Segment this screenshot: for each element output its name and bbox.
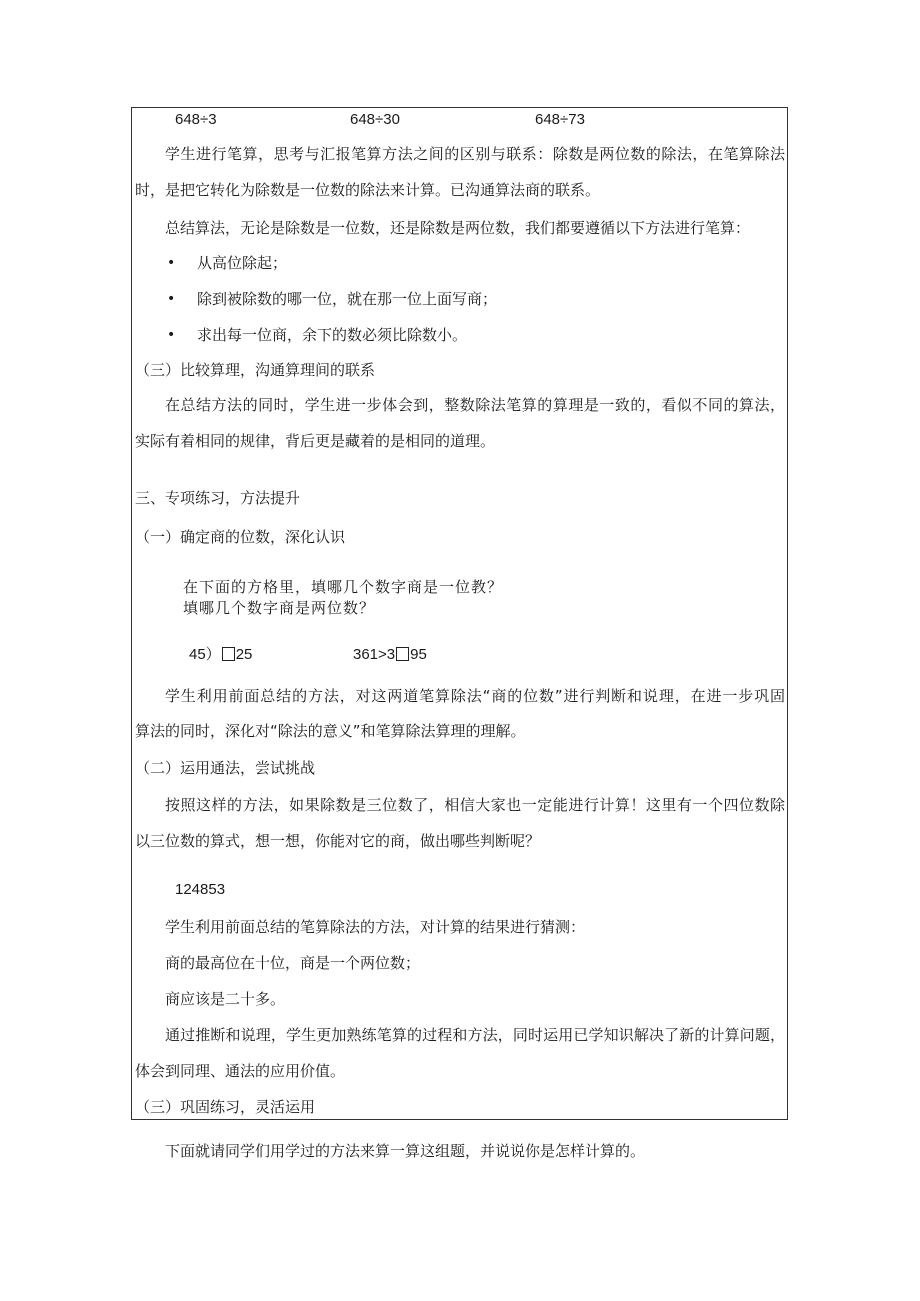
footer-text: 下面就请同学们用学过的方法来算一算这组题，并说说你是怎样计算的。 [165,1142,646,1160]
exercise-a-left: 45） [189,646,221,663]
paragraph-line: 通过推断和说理，学生更加熟练笔算的过程和方法，同时运用已学知识解决了新的计算问题， [165,1026,785,1044]
expression-648-div-3: 648÷3 [175,111,217,128]
subsection-heading: （一）确定商的位数，深化认识 [135,528,346,546]
bullet-marker: • [167,255,176,271]
blank-box[interactable] [222,647,235,661]
bullet-item: 求出每一位商，余下的数必须比除数小。 [197,326,468,344]
bullet-item: 从高位除起； [197,254,288,272]
subsection-heading: （三）巩固练习，灵活运用 [135,1098,316,1116]
expression-648-div-73: 648÷73 [535,111,585,128]
division-exercise-a [189,645,252,665]
bullet-marker: • [167,327,176,343]
subsection-heading: （二）运用通法，尝试挑战 [135,759,316,777]
paragraph-line: 在总结方法的同时，学生进一步体会到，整数除法笔算的算理是一致的，看似不同的算法， [165,396,785,414]
section-heading: （三）比较算理，沟通算理间的联系 [135,361,376,379]
guess-line: 商应该是二十多。 [165,990,286,1008]
paragraph-line: 学生利用前面总结的笔算除法的方法，对计算的结果进行猜测： [165,918,586,936]
paragraph-line: 以三位数的算式，想一想，你能对它的商，做出哪些判断呢？ [135,832,541,850]
blank-box[interactable] [396,647,409,661]
part-heading: 三、专项练习，方法提升 [135,489,301,507]
exercise-a-right: 25 [235,646,253,663]
handwritten-prompt-line: 在下面的方格里，填哪几个数字商是一位教？ [183,578,504,596]
guess-line: 商的最高位在十位，商是一个两位数； [165,954,421,972]
bullet-marker: • [167,291,176,307]
expression-648-div-30: 648÷30 [350,111,400,128]
paragraph-line: 体会到同理、通法的应用价值。 [135,1062,346,1080]
exercise-b-left: 361>3 [353,646,396,663]
handwritten-prompt-line: 填哪几个数字商是两位数？ [183,599,376,617]
paragraph-line: 时，是把它转化为除数是一位数的除法来计算。已沟通算法商的联系。 [135,181,601,199]
exercise-b-right: 95 [410,646,427,663]
division-exercise-b [353,645,427,665]
summary-text: 总结算法，无论是除数是一位数，还是除数是两位数，我们都要遵循以下方法进行笔算： [165,219,751,237]
bullet-item: 除到被除数的哪一位，就在那一位上面写商； [197,290,498,308]
paragraph-line: 按照这样的方法，如果除数是三位数了，相信大家也一定能进行计算！这里有一个四位数除 [165,796,785,814]
paragraph-line: 实际有着相同的规律，背后更是藏着的是相同的道理。 [135,432,496,450]
number-124853: 124853 [175,881,226,898]
paragraph-line: 学生利用前面总结的方法，对这两道笔算除法“商的位数”进行判断和说理，在进一步巩固 [165,687,785,705]
paragraph-line: 算法的同时，深化对“除法的意义”和笔算除法算理的理解。 [135,722,526,740]
paragraph-line: 学生进行笔算，思考与汇报笔算方法之间的区别与联系：除数是两位数的除法，在笔算除法 [165,145,785,163]
